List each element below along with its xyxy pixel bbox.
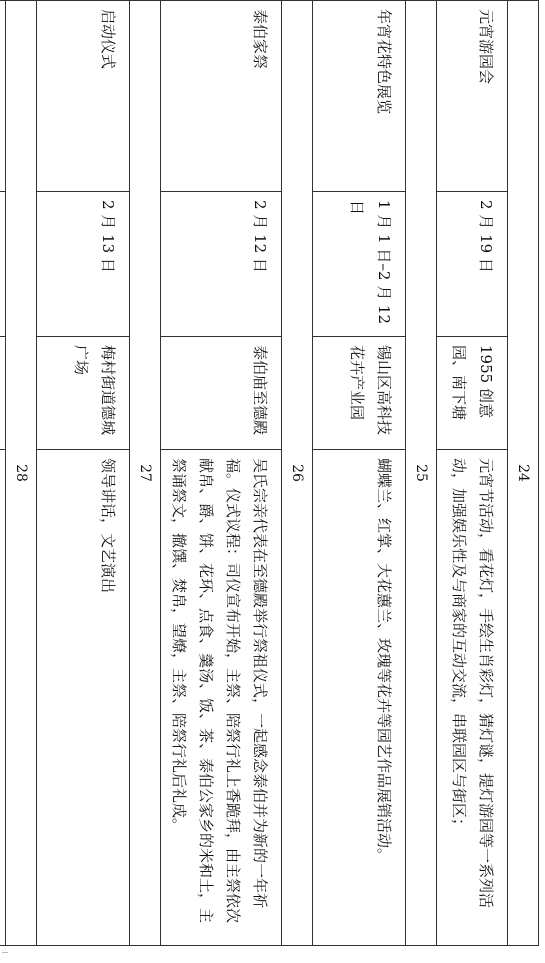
event-place [0, 337, 6, 450]
row-number: 24 [508, 1, 539, 946]
event-place: 锡山区高科技花卉产业园 [313, 337, 406, 450]
table-row [313, 1, 406, 946]
row-number: 25 [406, 1, 437, 946]
event-name: 启动仪式 [37, 1, 130, 192]
table-row [406, 1, 437, 946]
event-content: 吴氏宗亲代表在至德殿举行祭祖仪式，一起感念泰伯并为新的一年祈福。仪式议程：司仪宣布开始，主祭、陪祭行礼上香跪拜，由主祭依次献帛、爵、饼、花环、点食、羹汤、饭、茶、泰伯公家乡的米和土，主祭诵祭文，撤馔、焚帛，望燎，主祭、陪祭行礼后礼成。 [161, 450, 282, 946]
page-edge-mark [2, 952, 8, 963]
event-place: 1955 创意园、南下塘 [437, 337, 508, 450]
event-content: 蝴蝶兰、红掌、大花蕙兰、玫瑰等花卉等园艺作品展销活动。 [313, 450, 406, 946]
event-content [0, 450, 6, 946]
table-row [6, 1, 37, 946]
row-number: 27 [130, 1, 161, 946]
event-name [0, 1, 6, 192]
event-date: 2 月 13 日 [37, 192, 130, 337]
table-row [161, 1, 282, 946]
row-number: 26 [282, 1, 313, 946]
event-name: 泰伯家祭 [161, 1, 282, 192]
event-content: 领导讲话，文艺演出 [37, 450, 130, 946]
table-row [508, 1, 539, 946]
row-number: 28 [6, 1, 37, 946]
event-date [0, 192, 6, 337]
event-date: 2 月 19 日 [437, 192, 508, 337]
event-content: 元宵节活动，看花灯，手绘生肖彩灯，猜灯谜，提灯游园等一系列活动，加强娱乐性及与商家的互动交流，串联园区与街区； [437, 450, 508, 946]
event-date: 2 月 12 日 [161, 192, 282, 337]
event-name: 年宵花特色展览 [313, 1, 406, 192]
event-place: 泰伯庙至德殿 [161, 337, 282, 450]
table-row [437, 1, 508, 946]
event-place: 梅村街道德城广场 [37, 337, 130, 450]
table-row [37, 1, 130, 946]
event-name: 元宵游园会 [437, 1, 508, 192]
table-row [130, 1, 161, 946]
event-date: 1 月 1 日–2 月 12 日 [313, 192, 406, 337]
table-row [0, 1, 6, 946]
table-row [282, 1, 313, 946]
